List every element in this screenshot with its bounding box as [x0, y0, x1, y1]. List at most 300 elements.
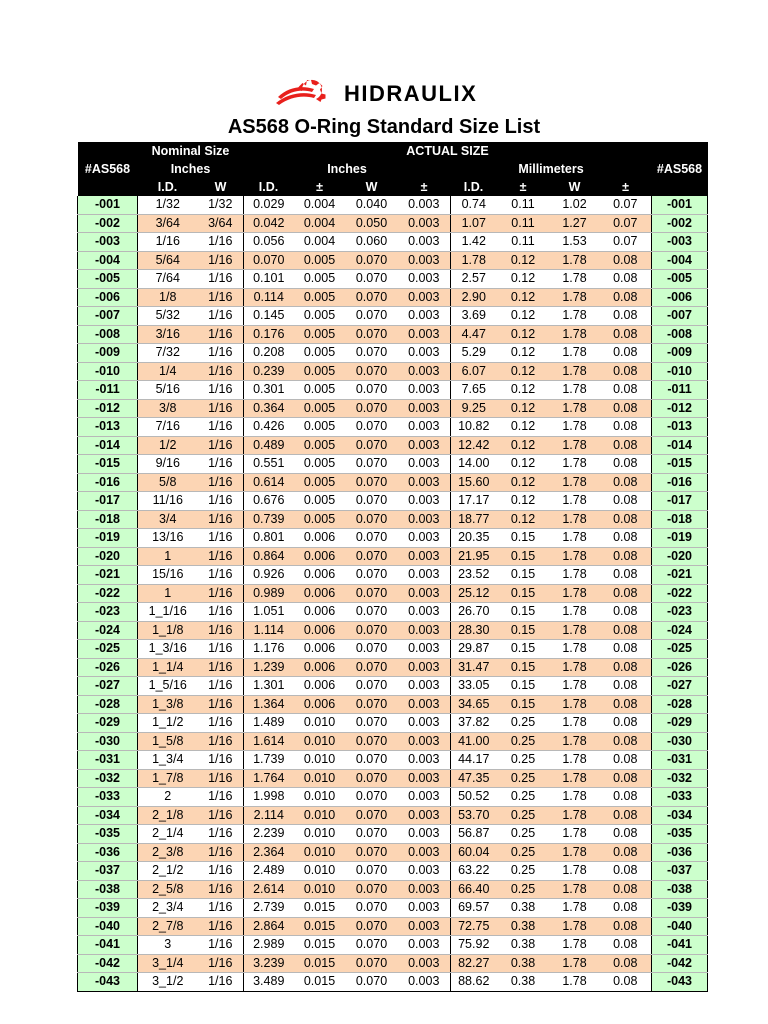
- actual-w-mm-cell: 1.78: [550, 621, 600, 640]
- nominal-id-cell: 7/32: [138, 344, 198, 363]
- actual-id-tol-in-cell: 0.005: [294, 510, 346, 529]
- as568-size-right-cell: -043: [652, 973, 708, 992]
- actual-id-in-cell: 0.056: [244, 233, 294, 252]
- actual-w-tol-in-cell: 0.003: [398, 658, 451, 677]
- nominal-w-cell: 1/16: [198, 843, 244, 862]
- as568-size-right-cell: -032: [652, 769, 708, 788]
- actual-w-in-cell: 0.070: [346, 455, 398, 474]
- table-row: [78, 954, 708, 973]
- actual-id-tol-in-cell: 0.010: [294, 862, 346, 881]
- actual-id-tol-mm-cell: 0.25: [497, 732, 550, 751]
- actual-w-tol-in-cell: 0.003: [398, 344, 451, 363]
- actual-id-tol-mm-cell: 0.38: [497, 936, 550, 955]
- actual-id-mm-cell: 82.27: [451, 954, 497, 973]
- nominal-w-cell: 1/16: [198, 973, 244, 992]
- actual-id-tol-in-cell: 0.005: [294, 270, 346, 289]
- actual-id-tol-mm-cell: 0.12: [497, 510, 550, 529]
- actual-id-mm-cell: 44.17: [451, 751, 497, 770]
- actual-w-tol-in-cell: 0.003: [398, 751, 451, 770]
- actual-id-in-cell: 0.101: [244, 270, 294, 289]
- actual-w-in-cell: 0.070: [346, 640, 398, 659]
- nominal-id-cell: 3/4: [138, 510, 198, 529]
- actual-w-tol-in-cell: 0.003: [398, 973, 451, 992]
- table-row: [78, 825, 708, 844]
- actual-id-mm-cell: 17.17: [451, 492, 497, 511]
- nominal-id-cell: 1_1/8: [138, 621, 198, 640]
- actual-id-in-cell: 2.114: [244, 806, 294, 825]
- actual-w-in-cell: 0.070: [346, 695, 398, 714]
- actual-w-in-cell: 0.070: [346, 936, 398, 955]
- actual-w-tol-mm-cell: 0.08: [600, 362, 652, 381]
- actual-id-in-cell: 0.926: [244, 566, 294, 585]
- actual-id-tol-mm-cell: 0.15: [497, 640, 550, 659]
- actual-id-tol-in-cell: 0.005: [294, 473, 346, 492]
- as568-size-cell: -023: [78, 603, 138, 622]
- actual-w-in-cell: 0.070: [346, 917, 398, 936]
- actual-w-tol-mm-cell: 0.07: [600, 233, 652, 252]
- actual-id-mm-cell: 47.35: [451, 769, 497, 788]
- table-row: [78, 566, 708, 585]
- actual-w-mm-cell: 1.78: [550, 862, 600, 881]
- col-header: ±: [294, 178, 346, 196]
- as568-size-right-cell: -011: [652, 381, 708, 400]
- actual-id-in-cell: 0.989: [244, 584, 294, 603]
- nominal-w-cell: 3/64: [198, 214, 244, 233]
- actual-w-tol-mm-cell: 0.08: [600, 381, 652, 400]
- actual-id-tol-in-cell: 0.015: [294, 954, 346, 973]
- col-header: I.D.: [138, 178, 198, 196]
- table-row: [78, 436, 708, 455]
- actual-w-tol-mm-cell: 0.08: [600, 510, 652, 529]
- actual-id-tol-mm-cell: 0.38: [497, 917, 550, 936]
- actual-id-tol-mm-cell: 0.12: [497, 381, 550, 400]
- actual-w-in-cell: 0.070: [346, 788, 398, 807]
- nominal-w-cell: 1/16: [198, 510, 244, 529]
- actual-w-in-cell: 0.070: [346, 899, 398, 918]
- actual-w-tol-mm-cell: 0.08: [600, 695, 652, 714]
- table-header: [78, 142, 708, 196]
- nominal-id-cell: 1_1/2: [138, 714, 198, 733]
- as568-size-cell: -034: [78, 806, 138, 825]
- nominal-id-cell: 5/32: [138, 307, 198, 326]
- as568-size-right-cell: -022: [652, 584, 708, 603]
- actual-id-mm-cell: 26.70: [451, 603, 497, 622]
- col-header: ±: [497, 178, 550, 196]
- as568-size-right-cell: -017: [652, 492, 708, 511]
- actual-w-tol-in-cell: 0.003: [398, 603, 451, 622]
- nominal-id-cell: 2_3/4: [138, 899, 198, 918]
- as568-size-right-cell: -027: [652, 677, 708, 696]
- actual-w-tol-in-cell: 0.003: [398, 769, 451, 788]
- actual-id-tol-in-cell: 0.005: [294, 307, 346, 326]
- actual-w-tol-mm-cell: 0.08: [600, 603, 652, 622]
- actual-w-tol-in-cell: 0.003: [398, 806, 451, 825]
- actual-w-tol-in-cell: 0.003: [398, 621, 451, 640]
- actual-w-tol-mm-cell: 0.08: [600, 936, 652, 955]
- actual-w-mm-cell: 1.78: [550, 455, 600, 474]
- nominal-w-cell: 1/16: [198, 677, 244, 696]
- as568-size-right-cell: -006: [652, 288, 708, 307]
- actual-w-mm-cell: 1.78: [550, 362, 600, 381]
- actual-w-mm-cell: 1.78: [550, 251, 600, 270]
- as568-size-right-cell: -005: [652, 270, 708, 289]
- nominal-id-cell: 1_1/4: [138, 658, 198, 677]
- actual-w-tol-mm-cell: 0.07: [600, 214, 652, 233]
- actual-w-tol-in-cell: 0.003: [398, 325, 451, 344]
- actual-id-in-cell: 0.364: [244, 399, 294, 418]
- actual-id-tol-in-cell: 0.015: [294, 936, 346, 955]
- as568-size-right-cell: -007: [652, 307, 708, 326]
- actual-w-mm-cell: 1.78: [550, 436, 600, 455]
- actual-w-in-cell: 0.070: [346, 658, 398, 677]
- actual-id-tol-mm-cell: 0.11: [497, 233, 550, 252]
- actual-w-in-cell: 0.070: [346, 862, 398, 881]
- actual-id-tol-in-cell: 0.005: [294, 325, 346, 344]
- as568-size-cell: -005: [78, 270, 138, 289]
- nominal-w-cell: 1/16: [198, 880, 244, 899]
- actual-w-tol-in-cell: 0.003: [398, 288, 451, 307]
- nominal-w-cell: 1/16: [198, 917, 244, 936]
- actual-w-in-cell: 0.070: [346, 751, 398, 770]
- actual-id-tol-mm-cell: 0.15: [497, 547, 550, 566]
- actual-w-in-cell: 0.070: [346, 621, 398, 640]
- actual-w-in-cell: 0.070: [346, 732, 398, 751]
- table-row: [78, 196, 708, 214]
- actual-w-mm-cell: 1.53: [550, 233, 600, 252]
- actual-id-tol-mm-cell: 0.25: [497, 825, 550, 844]
- actual-w-mm-cell: 1.78: [550, 695, 600, 714]
- actual-w-in-cell: 0.070: [346, 825, 398, 844]
- actual-w-tol-in-cell: 0.003: [398, 862, 451, 881]
- actual-id-tol-in-cell: 0.006: [294, 547, 346, 566]
- actual-w-in-cell: 0.070: [346, 954, 398, 973]
- as568-size-right-cell: -042: [652, 954, 708, 973]
- actual-w-in-cell: 0.070: [346, 566, 398, 585]
- actual-id-tol-mm-cell: 0.25: [497, 714, 550, 733]
- actual-w-tol-in-cell: 0.003: [398, 843, 451, 862]
- actual-w-mm-cell: 1.78: [550, 344, 600, 363]
- nominal-w-cell: 1/16: [198, 584, 244, 603]
- actual-id-in-cell: 1.739: [244, 751, 294, 770]
- actual-w-tol-in-cell: 0.003: [398, 825, 451, 844]
- actual-w-in-cell: 0.070: [346, 288, 398, 307]
- actual-id-mm-cell: 29.87: [451, 640, 497, 659]
- actual-id-tol-mm-cell: 0.38: [497, 973, 550, 992]
- actual-id-tol-in-cell: 0.015: [294, 973, 346, 992]
- actual-w-in-cell: 0.070: [346, 603, 398, 622]
- as568-size-right-cell: -002: [652, 214, 708, 233]
- actual-id-in-cell: 0.239: [244, 362, 294, 381]
- as568-size-cell: -036: [78, 843, 138, 862]
- actual-id-mm-cell: 34.65: [451, 695, 497, 714]
- actual-w-tol-mm-cell: 0.08: [600, 418, 652, 437]
- nominal-w-cell: 1/16: [198, 381, 244, 400]
- as568-size-cell: -041: [78, 936, 138, 955]
- actual-w-tol-in-cell: 0.003: [398, 899, 451, 918]
- actual-w-tol-mm-cell: 0.08: [600, 714, 652, 733]
- as568-size-right-cell: -039: [652, 899, 708, 918]
- actual-w-mm-cell: 1.27: [550, 214, 600, 233]
- as568-size-right-cell: -025: [652, 640, 708, 659]
- as568-size-right-cell: -019: [652, 529, 708, 548]
- actual-id-mm-cell: 56.87: [451, 825, 497, 844]
- nominal-id-cell: 1/8: [138, 288, 198, 307]
- actual-id-tol-mm-cell: 0.25: [497, 788, 550, 807]
- actual-id-mm-cell: 23.52: [451, 566, 497, 585]
- actual-w-tol-mm-cell: 0.08: [600, 954, 652, 973]
- as568-size-cell: -026: [78, 658, 138, 677]
- as568-size-cell: -042: [78, 954, 138, 973]
- actual-id-tol-in-cell: 0.005: [294, 381, 346, 400]
- actual-id-in-cell: 3.489: [244, 973, 294, 992]
- actual-id-tol-in-cell: 0.006: [294, 529, 346, 548]
- col-header: ±: [398, 178, 451, 196]
- as568-size-cell: -004: [78, 251, 138, 270]
- actual-w-tol-mm-cell: 0.08: [600, 325, 652, 344]
- actual-w-tol-in-cell: 0.003: [398, 436, 451, 455]
- actual-id-tol-mm-cell: 0.15: [497, 658, 550, 677]
- actual-id-mm-cell: 6.07: [451, 362, 497, 381]
- actual-id-tol-mm-cell: 0.15: [497, 603, 550, 622]
- actual-w-tol-in-cell: 0.003: [398, 492, 451, 511]
- actual-w-mm-cell: 1.78: [550, 399, 600, 418]
- actual-id-mm-cell: 88.62: [451, 973, 497, 992]
- nominal-id-cell: 1_7/8: [138, 769, 198, 788]
- actual-id-tol-mm-cell: 0.12: [497, 399, 550, 418]
- actual-w-tol-mm-cell: 0.08: [600, 529, 652, 548]
- actual-w-tol-in-cell: 0.003: [398, 399, 451, 418]
- table-row: [78, 695, 708, 714]
- as568-size-cell: -030: [78, 732, 138, 751]
- nominal-w-cell: 1/16: [198, 436, 244, 455]
- table-row: [78, 214, 708, 233]
- actual-id-tol-in-cell: 0.006: [294, 640, 346, 659]
- nominal-w-cell: 1/16: [198, 936, 244, 955]
- actual-id-tol-mm-cell: 0.12: [497, 270, 550, 289]
- actual-w-tol-mm-cell: 0.08: [600, 917, 652, 936]
- actual-w-mm-cell: 1.78: [550, 917, 600, 936]
- actual-w-in-cell: 0.070: [346, 677, 398, 696]
- nominal-size-header: Nominal Size: [138, 142, 244, 160]
- as568-size-right-cell: -030: [652, 732, 708, 751]
- as568-size-right-cell: -031: [652, 751, 708, 770]
- actual-id-tol-mm-cell: 0.12: [497, 418, 550, 437]
- actual-w-mm-cell: 1.78: [550, 584, 600, 603]
- actual-id-mm-cell: 1.07: [451, 214, 497, 233]
- nominal-w-cell: 1/16: [198, 529, 244, 548]
- table-row: [78, 899, 708, 918]
- actual-w-in-cell: 0.070: [346, 547, 398, 566]
- actual-id-in-cell: 2.364: [244, 843, 294, 862]
- as568-size-right-cell: -033: [652, 788, 708, 807]
- nominal-w-cell: 1/16: [198, 658, 244, 677]
- actual-id-mm-cell: 20.35: [451, 529, 497, 548]
- actual-w-tol-mm-cell: 0.08: [600, 547, 652, 566]
- actual-w-tol-in-cell: 0.003: [398, 880, 451, 899]
- table-row: [78, 769, 708, 788]
- nominal-id-cell: 9/16: [138, 455, 198, 474]
- actual-w-mm-cell: 1.78: [550, 307, 600, 326]
- nominal-w-cell: 1/16: [198, 362, 244, 381]
- table-row: [78, 510, 708, 529]
- actual-id-tol-in-cell: 0.010: [294, 806, 346, 825]
- as568-size-cell: -031: [78, 751, 138, 770]
- actual-w-tol-in-cell: 0.003: [398, 251, 451, 270]
- actual-w-tol-in-cell: 0.003: [398, 936, 451, 955]
- actual-id-tol-in-cell: 0.005: [294, 455, 346, 474]
- actual-w-tol-in-cell: 0.003: [398, 640, 451, 659]
- actual-w-in-cell: 0.070: [346, 492, 398, 511]
- table-row: [78, 584, 708, 603]
- actual-id-mm-cell: 9.25: [451, 399, 497, 418]
- table-row: [78, 344, 708, 363]
- actual-w-mm-cell: 1.78: [550, 658, 600, 677]
- actual-w-mm-cell: 1.78: [550, 880, 600, 899]
- nominal-id-cell: 1/4: [138, 362, 198, 381]
- actual-w-tol-in-cell: 0.003: [398, 677, 451, 696]
- actual-id-mm-cell: 5.29: [451, 344, 497, 363]
- actual-id-mm-cell: 7.65: [451, 381, 497, 400]
- actual-id-in-cell: 0.029: [244, 196, 294, 214]
- actual-id-tol-in-cell: 0.010: [294, 825, 346, 844]
- table-row: [78, 732, 708, 751]
- actual-id-in-cell: 0.208: [244, 344, 294, 363]
- nominal-w-cell: 1/16: [198, 325, 244, 344]
- actual-id-tol-in-cell: 0.005: [294, 344, 346, 363]
- as568-size-right-cell: -008: [652, 325, 708, 344]
- actual-w-mm-cell: 1.78: [550, 603, 600, 622]
- nominal-id-cell: 3/16: [138, 325, 198, 344]
- table-row: [78, 418, 708, 437]
- as568-size-cell: -043: [78, 973, 138, 992]
- as568-size-cell: -040: [78, 917, 138, 936]
- actual-w-in-cell: 0.070: [346, 714, 398, 733]
- actual-id-mm-cell: 37.82: [451, 714, 497, 733]
- as568-size-right-cell: -009: [652, 344, 708, 363]
- nominal-id-cell: 1: [138, 547, 198, 566]
- actual-id-in-cell: 0.739: [244, 510, 294, 529]
- actual-id-mm-cell: 15.60: [451, 473, 497, 492]
- actual-w-tol-mm-cell: 0.08: [600, 621, 652, 640]
- actual-w-in-cell: 0.070: [346, 806, 398, 825]
- actual-w-in-cell: 0.070: [346, 584, 398, 603]
- actual-w-in-cell: 0.070: [346, 973, 398, 992]
- as568-size-cell: -006: [78, 288, 138, 307]
- actual-id-in-cell: 0.301: [244, 381, 294, 400]
- actual-w-tol-mm-cell: 0.08: [600, 751, 652, 770]
- actual-id-tol-mm-cell: 0.25: [497, 862, 550, 881]
- nominal-id-cell: 3: [138, 936, 198, 955]
- actual-id-tol-mm-cell: 0.12: [497, 492, 550, 511]
- table-row: [78, 862, 708, 881]
- actual-w-tol-in-cell: 0.003: [398, 547, 451, 566]
- oring-size-table: [77, 142, 708, 992]
- as568-header-right: #AS568: [652, 142, 708, 196]
- nominal-inches-header: Inches: [138, 160, 244, 178]
- nominal-w-cell: 1/16: [198, 251, 244, 270]
- actual-id-tol-mm-cell: 0.25: [497, 769, 550, 788]
- actual-w-mm-cell: 1.02: [550, 196, 600, 214]
- table-row: [78, 640, 708, 659]
- as568-size-right-cell: -004: [652, 251, 708, 270]
- actual-w-mm-cell: 1.78: [550, 325, 600, 344]
- nominal-id-cell: 2_1/2: [138, 862, 198, 881]
- actual-id-tol-in-cell: 0.010: [294, 732, 346, 751]
- as568-size-cell: -039: [78, 899, 138, 918]
- as568-size-right-cell: -041: [652, 936, 708, 955]
- actual-id-tol-in-cell: 0.006: [294, 566, 346, 585]
- nominal-w-cell: 1/16: [198, 862, 244, 881]
- nominal-id-cell: 1_5/16: [138, 677, 198, 696]
- table-body: [78, 196, 708, 991]
- actual-id-tol-mm-cell: 0.12: [497, 325, 550, 344]
- actual-w-in-cell: 0.070: [346, 510, 398, 529]
- actual-w-in-cell: 0.040: [346, 196, 398, 214]
- as568-size-cell: -021: [78, 566, 138, 585]
- as568-size-cell: -013: [78, 418, 138, 437]
- actual-w-tol-mm-cell: 0.08: [600, 436, 652, 455]
- actual-id-in-cell: 2.614: [244, 880, 294, 899]
- actual-id-tol-mm-cell: 0.12: [497, 455, 550, 474]
- actual-id-tol-in-cell: 0.005: [294, 492, 346, 511]
- actual-id-tol-mm-cell: 0.25: [497, 751, 550, 770]
- actual-w-mm-cell: 1.78: [550, 973, 600, 992]
- actual-w-tol-mm-cell: 0.08: [600, 473, 652, 492]
- page-title: AS568 O-Ring Standard Size List: [227, 116, 541, 138]
- nominal-w-cell: 1/16: [198, 418, 244, 437]
- table-row: [78, 362, 708, 381]
- nominal-id-cell: 3/64: [138, 214, 198, 233]
- actual-id-in-cell: 1.764: [244, 769, 294, 788]
- as568-size-right-cell: -016: [652, 473, 708, 492]
- as568-size-cell: -033: [78, 788, 138, 807]
- as568-size-cell: -002: [78, 214, 138, 233]
- actual-id-tol-mm-cell: 0.12: [497, 362, 550, 381]
- actual-id-tol-mm-cell: 0.12: [497, 436, 550, 455]
- actual-w-tol-mm-cell: 0.08: [600, 455, 652, 474]
- actual-inches-header: Inches: [244, 160, 451, 178]
- as568-size-right-cell: -024: [652, 621, 708, 640]
- actual-id-tol-mm-cell: 0.15: [497, 695, 550, 714]
- actual-id-tol-in-cell: 0.004: [294, 196, 346, 214]
- nominal-id-cell: 1_1/16: [138, 603, 198, 622]
- nominal-w-cell: 1/16: [198, 769, 244, 788]
- actual-w-mm-cell: 1.78: [550, 751, 600, 770]
- nominal-w-cell: 1/16: [198, 547, 244, 566]
- nominal-w-cell: 1/16: [198, 566, 244, 585]
- nominal-id-cell: 2: [138, 788, 198, 807]
- actual-w-in-cell: 0.070: [346, 418, 398, 437]
- as568-size-cell: -014: [78, 436, 138, 455]
- actual-w-mm-cell: 1.78: [550, 288, 600, 307]
- actual-id-mm-cell: 69.57: [451, 899, 497, 918]
- actual-id-in-cell: 2.864: [244, 917, 294, 936]
- actual-id-tol-mm-cell: 0.15: [497, 566, 550, 585]
- actual-w-tol-in-cell: 0.003: [398, 455, 451, 474]
- nominal-id-cell: 3/8: [138, 399, 198, 418]
- actual-id-mm-cell: 60.04: [451, 843, 497, 862]
- as568-size-right-cell: -014: [652, 436, 708, 455]
- actual-w-mm-cell: 1.78: [550, 732, 600, 751]
- nominal-w-cell: 1/16: [198, 344, 244, 363]
- brand-name: HIDRAULIX: [344, 81, 478, 106]
- table-row: [78, 603, 708, 622]
- actual-id-tol-mm-cell: 0.25: [497, 843, 550, 862]
- nominal-id-cell: 1/16: [138, 233, 198, 252]
- actual-w-tol-mm-cell: 0.08: [600, 307, 652, 326]
- as568-size-cell: -025: [78, 640, 138, 659]
- actual-id-tol-in-cell: 0.005: [294, 288, 346, 307]
